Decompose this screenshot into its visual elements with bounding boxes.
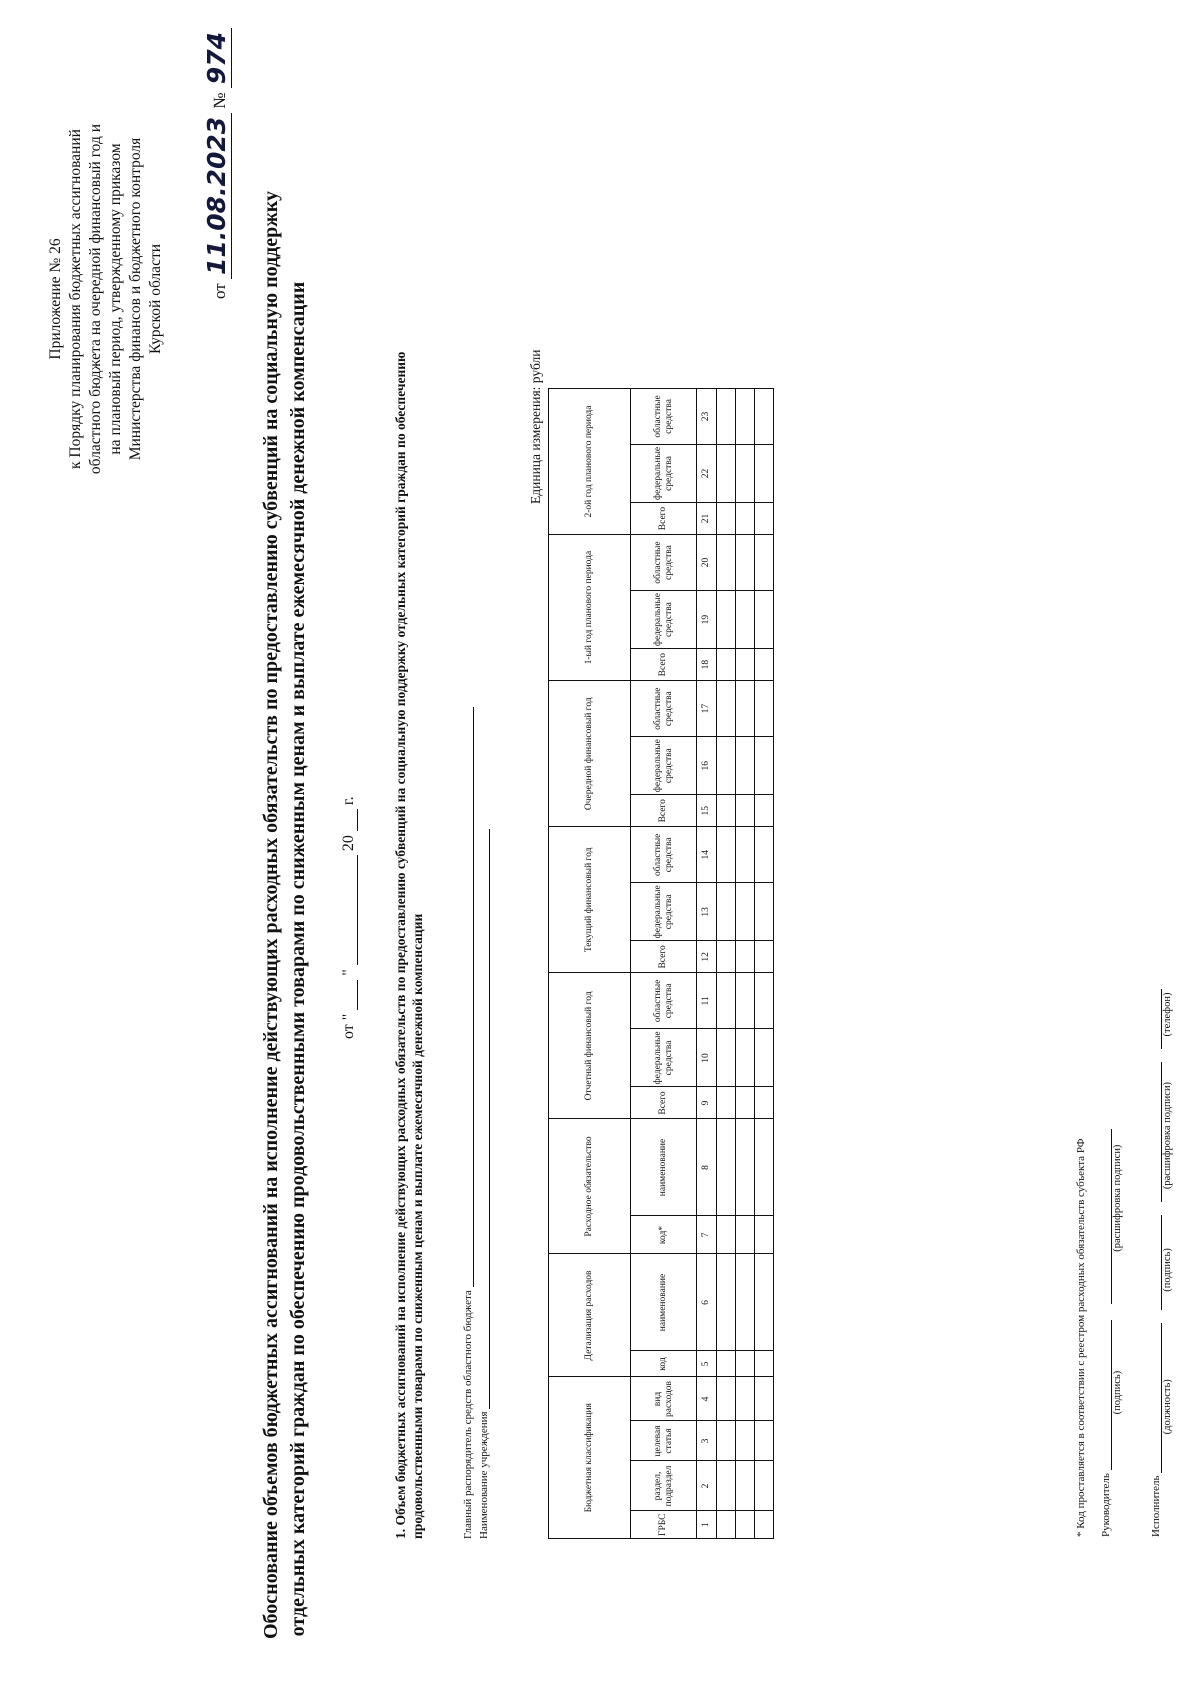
empty-cell[interactable] xyxy=(736,535,755,591)
header-expense-detail: Детализация расходов xyxy=(549,1254,631,1377)
empty-cell[interactable] xyxy=(755,1119,774,1216)
column-number: 2 xyxy=(697,1461,717,1511)
header-detail-code: код xyxy=(631,1351,697,1377)
executor-label: Исполнитель xyxy=(1150,1475,1162,1537)
empty-cell[interactable] xyxy=(755,941,774,973)
empty-cell[interactable] xyxy=(736,1461,755,1511)
empty-cell[interactable] xyxy=(717,503,736,535)
empty-cell[interactable] xyxy=(755,795,774,827)
empty-cell[interactable] xyxy=(736,1216,755,1254)
year-blank xyxy=(343,809,358,831)
header-regional: областные средства xyxy=(631,388,697,444)
column-number: 10 xyxy=(697,1029,717,1087)
column-number: 11 xyxy=(697,973,717,1029)
empty-cell[interactable] xyxy=(755,503,774,535)
empty-cell[interactable] xyxy=(717,681,736,737)
empty-cell[interactable] xyxy=(717,1119,736,1216)
empty-cell[interactable] xyxy=(736,444,755,502)
header-target-item: целевая статья xyxy=(631,1421,697,1461)
order-number: 974 xyxy=(202,31,231,85)
empty-cell[interactable] xyxy=(717,444,736,502)
column-number: 15 xyxy=(697,795,717,827)
header-regional: областные средства xyxy=(631,973,697,1029)
head-decode-blank xyxy=(1100,1129,1112,1304)
header-federal: федеральные средства xyxy=(631,444,697,502)
empty-cell[interactable] xyxy=(755,1461,774,1511)
empty-cell[interactable] xyxy=(717,973,736,1029)
column-number: 7 xyxy=(697,1216,717,1254)
column-number: 12 xyxy=(697,941,717,973)
main-distributor-field xyxy=(462,707,474,1539)
empty-cell[interactable] xyxy=(755,1421,774,1461)
executor-position-caption: (должность) xyxy=(1162,1379,1173,1435)
appendix-line: Курской области xyxy=(147,243,164,355)
empty-cell[interactable] xyxy=(755,827,774,883)
executor-position-blank xyxy=(1150,1323,1162,1473)
appendix-header-note xyxy=(46,59,166,539)
head-signature-caption: (подпись) xyxy=(1112,1370,1123,1415)
appendix-line: областного бюджета на очередной финансовый год и xyxy=(87,123,104,475)
empty-cell[interactable] xyxy=(717,1351,736,1377)
header-regional: областные средства xyxy=(631,535,697,591)
empty-table-row xyxy=(717,388,736,1538)
table-header-row-1 xyxy=(549,388,631,1538)
empty-cell[interactable] xyxy=(717,827,736,883)
order-number-handwritten xyxy=(202,28,232,88)
column-number-row xyxy=(697,388,717,1538)
budget-allocation-table xyxy=(548,388,774,1539)
date-quote-close: " xyxy=(340,969,357,976)
month-blank xyxy=(343,855,358,965)
executor-signature-blank xyxy=(1150,1215,1162,1310)
header-grbs: ГРБС xyxy=(631,1511,697,1539)
date-suffix: г. xyxy=(340,796,357,806)
empty-cell[interactable] xyxy=(736,1087,755,1119)
empty-cell[interactable] xyxy=(755,649,774,681)
section-line: продовольственными товарами по сниженным ценам и выплате ежемесячной денежной компенсации xyxy=(410,913,425,1539)
column-number: 3 xyxy=(697,1421,717,1461)
order-reference xyxy=(202,28,232,299)
head-label: Руководитель xyxy=(1100,1473,1112,1537)
head-signature-block xyxy=(1100,1129,1123,1537)
order-ref-prefix: от xyxy=(210,283,229,299)
day-blank xyxy=(343,980,358,1010)
header-obligation: Расходное обязательство xyxy=(549,1119,631,1254)
empty-cell[interactable] xyxy=(755,681,774,737)
institution-name-blank xyxy=(479,829,490,1409)
title-line: отдельных категорий граждан по обеспечению продовольственными товарами по сниженным ценам и выплате ежемесячной денежной компенсации xyxy=(287,281,309,1637)
empty-cell[interactable] xyxy=(755,1216,774,1254)
column-number: 13 xyxy=(697,883,717,941)
header-total: Всего xyxy=(631,1087,697,1119)
empty-cell[interactable] xyxy=(755,883,774,941)
header-total: Всего xyxy=(631,941,697,973)
empty-cell[interactable] xyxy=(736,1029,755,1087)
empty-cell[interactable] xyxy=(755,1029,774,1087)
header-obligation-name: наименование xyxy=(631,1119,697,1216)
order-date-handwritten xyxy=(202,113,232,279)
empty-cell[interactable] xyxy=(717,1216,736,1254)
empty-cell[interactable] xyxy=(755,973,774,1029)
column-number: 17 xyxy=(697,681,717,737)
column-number: 5 xyxy=(697,1351,717,1377)
empty-cell[interactable] xyxy=(717,1254,736,1351)
document-title xyxy=(258,190,312,1639)
executor-signature-block xyxy=(1150,989,1173,1537)
report-date-line xyxy=(340,796,358,1039)
head-signature-line xyxy=(1100,1129,1112,1537)
column-number: 9 xyxy=(697,1087,717,1119)
empty-cell[interactable] xyxy=(717,795,736,827)
empty-cell[interactable] xyxy=(736,883,755,941)
empty-cell[interactable] xyxy=(736,941,755,973)
column-number: 6 xyxy=(697,1254,717,1351)
head-decode-caption: (расшифровка подписи) xyxy=(1112,1144,1123,1252)
empty-cell[interactable] xyxy=(717,388,736,444)
empty-cell[interactable] xyxy=(736,1511,755,1539)
empty-table-row xyxy=(736,388,755,1538)
empty-cell[interactable] xyxy=(755,444,774,502)
header-total: Всего xyxy=(631,503,697,535)
empty-cell[interactable] xyxy=(717,591,736,649)
empty-cell[interactable] xyxy=(717,737,736,795)
main-distributor-label: Главный распорядитель средств областного бюджета xyxy=(462,1290,474,1539)
column-number: 18 xyxy=(697,649,717,681)
header-regional: областные средства xyxy=(631,681,697,737)
units-label: Единица измерения: рубли xyxy=(528,349,543,504)
date-quote-open: " xyxy=(340,1013,357,1021)
empty-cell[interactable] xyxy=(736,973,755,1029)
column-number: 16 xyxy=(697,737,717,795)
empty-cell[interactable] xyxy=(736,681,755,737)
date-prefix: от xyxy=(340,1024,357,1039)
empty-cell[interactable] xyxy=(755,1511,774,1539)
order-number-sign: № xyxy=(210,92,229,109)
empty-cell[interactable] xyxy=(755,388,774,444)
header-section: раздел, подраздел xyxy=(631,1461,697,1511)
appendix-line: Министерства финансов и бюджетного контроля xyxy=(127,137,144,461)
empty-cell[interactable] xyxy=(755,1087,774,1119)
empty-cell[interactable] xyxy=(717,1421,736,1461)
header-reporting-year: Отчетный финансовый год xyxy=(549,973,631,1119)
empty-cell[interactable] xyxy=(736,1119,755,1216)
executor-captions xyxy=(1162,989,1173,1537)
head-signature-blank xyxy=(1100,1320,1112,1470)
column-number: 8 xyxy=(697,1119,717,1216)
empty-cell[interactable] xyxy=(736,1254,755,1351)
header-federal: федеральные средства xyxy=(631,591,697,649)
column-number: 23 xyxy=(697,388,717,444)
column-number: 4 xyxy=(697,1377,717,1421)
column-number: 22 xyxy=(697,444,717,502)
empty-cell[interactable] xyxy=(717,649,736,681)
appendix-line: на плановый период, утвержденному приказом xyxy=(107,143,124,455)
executor-phone-blank xyxy=(1150,989,1162,1049)
header-plan-year-1: 1-ый год планового периода xyxy=(549,535,631,681)
empty-cell[interactable] xyxy=(717,941,736,973)
empty-cell[interactable] xyxy=(736,737,755,795)
institution-name-label: Наименование учреждения xyxy=(478,1411,490,1539)
header-next-year: Очередной финансовый год xyxy=(549,681,631,827)
header-budget-classification: Бюджетная классификация xyxy=(549,1377,631,1539)
column-number: 19 xyxy=(697,591,717,649)
empty-cell[interactable] xyxy=(717,1461,736,1511)
empty-cell[interactable] xyxy=(755,1377,774,1421)
empty-cell[interactable] xyxy=(755,1351,774,1377)
executor-signature-caption: (подпись) xyxy=(1162,1248,1173,1292)
empty-cell[interactable] xyxy=(717,1087,736,1119)
empty-table-row xyxy=(755,388,774,1538)
column-number: 20 xyxy=(697,535,717,591)
appendix-line: к Порядку планирования бюджетных ассигнований xyxy=(67,129,84,469)
column-number: 14 xyxy=(697,827,717,883)
empty-cell[interactable] xyxy=(717,1377,736,1421)
footnote: * Код проставляется в соответствии с реестром расходных обязательств субъекта РФ xyxy=(1075,1138,1087,1537)
empty-cell[interactable] xyxy=(736,827,755,883)
empty-cell[interactable] xyxy=(717,883,736,941)
header-federal: федеральные средства xyxy=(631,737,697,795)
empty-cell[interactable] xyxy=(755,1254,774,1351)
empty-cell[interactable] xyxy=(736,1351,755,1377)
empty-cell[interactable] xyxy=(736,1421,755,1461)
empty-cell[interactable] xyxy=(736,591,755,649)
executor-signature-line xyxy=(1150,989,1162,1537)
header-total: Всего xyxy=(631,795,697,827)
empty-cell[interactable] xyxy=(717,1029,736,1087)
header-expense-type: вид расходов xyxy=(631,1377,697,1421)
empty-cell[interactable] xyxy=(736,503,755,535)
executor-decode-blank xyxy=(1150,1062,1162,1202)
empty-cell[interactable] xyxy=(717,1511,736,1539)
institution-name-field xyxy=(478,829,490,1539)
appendix-line: Приложение № 26 xyxy=(47,238,64,360)
header-detail-name: наименование xyxy=(631,1254,697,1351)
empty-cell[interactable] xyxy=(755,535,774,591)
column-number: 1 xyxy=(697,1511,717,1539)
empty-cell[interactable] xyxy=(736,1377,755,1421)
empty-cell[interactable] xyxy=(736,795,755,827)
table-header-row-2 xyxy=(631,388,697,1538)
head-captions xyxy=(1112,1129,1123,1537)
column-number: 21 xyxy=(697,503,717,535)
empty-cell[interactable] xyxy=(736,388,755,444)
empty-cell[interactable] xyxy=(755,591,774,649)
header-federal: федеральные средства xyxy=(631,1029,697,1087)
header-total: Всего xyxy=(631,649,697,681)
executor-phone-caption: (телефон) xyxy=(1162,992,1173,1037)
header-current-year: Текущий финансовый год xyxy=(549,827,631,973)
header-obligation-code: код* xyxy=(631,1216,697,1254)
header-plan-year-2: 2-ой год планового периода xyxy=(549,388,631,534)
header-federal: федеральные средства xyxy=(631,883,697,941)
empty-cell[interactable] xyxy=(736,649,755,681)
main-distributor-blank xyxy=(463,707,474,1287)
empty-cell[interactable] xyxy=(717,535,736,591)
empty-cell[interactable] xyxy=(755,737,774,795)
executor-decode-caption: (расшифровка подписи) xyxy=(1162,1081,1173,1190)
section-line: 1. Объем бюджетных ассигнований на исполнение действующих расходных обязательств по предоставлению субвенций на социальную поддержку отдельных категорий граждан по обеспечению xyxy=(393,351,408,1539)
section-1-heading xyxy=(392,179,426,1539)
header-regional: областные средства xyxy=(631,827,697,883)
order-date: 11.08.2023 xyxy=(202,116,231,276)
date-century: 20 xyxy=(340,835,357,852)
title-line: Обоснование объемов бюджетных ассигнований на исполнение действующих расходных обязательств по предоставлению субвенций на социальную поддержку xyxy=(260,190,282,1639)
